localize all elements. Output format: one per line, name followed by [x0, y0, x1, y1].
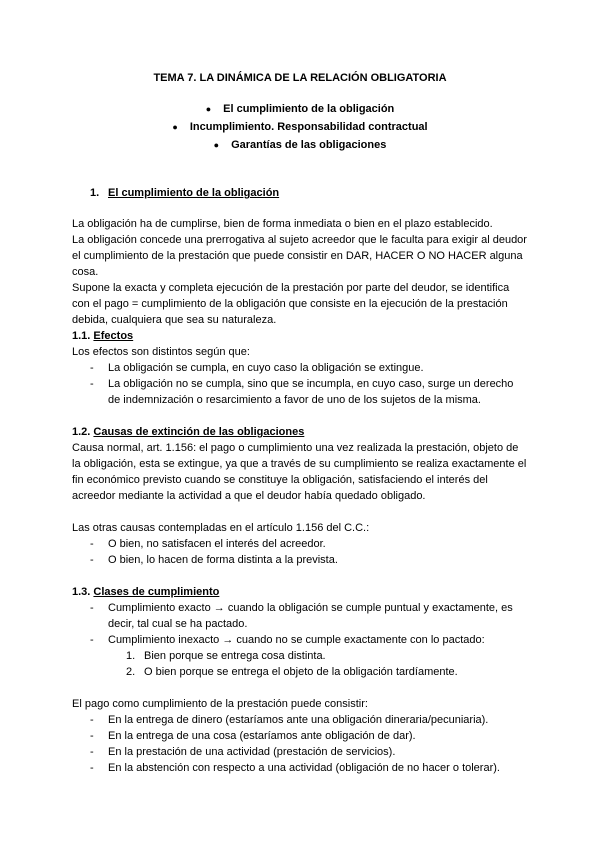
topics-list	[72, 100, 528, 154]
list-item: - Cumplimiento inexacto → cuando no se cumple exactamente con lo pactado:	[90, 634, 485, 646]
dash-icon: -	[90, 362, 94, 374]
page-title: TEMA 7. LA DINÁMICA DE LA RELACIÓN OBLIGATORIA	[153, 72, 447, 84]
dash-icon: -	[90, 714, 94, 726]
list-item: - En la entrega de una cosa (estaríamos ante obligación de dar).	[90, 730, 416, 742]
paragraph: El pago como cumplimiento de la prestación puede consistir:	[72, 698, 368, 710]
list-item: - O bien, no satisfacen el interés del acreedor.	[90, 538, 326, 550]
dash-icon: -	[90, 538, 94, 550]
topic-item: ● El cumplimiento de la obligación	[72, 100, 528, 118]
list-item: 2. O bien porque se entrega el objeto de la obligación tardíamente.	[126, 666, 458, 678]
section-1-body	[72, 216, 528, 328]
dash-icon: -	[90, 554, 94, 566]
dash-icon: -	[90, 746, 94, 758]
paragraph: Los efectos son distintos según que:	[72, 346, 250, 358]
list-item: - En la entrega de dinero (estaríamos ante una obligación dineraria/pecuniaria).	[90, 714, 489, 726]
list-item: - En la prestación de una actividad (prestación de servicios).	[90, 746, 396, 758]
payment-forms-list	[72, 712, 528, 776]
dash-icon: -	[90, 634, 94, 646]
list-item: - O bien, lo hacen de forma distinta a la prevista.	[90, 554, 338, 566]
section-1-2-heading: 1.2. Causas de extinción de las obligaciones	[72, 426, 305, 438]
list-item: 1. Bien porque se entrega cosa distinta.	[126, 650, 326, 662]
bullet-icon: ●	[172, 122, 178, 132]
effects-list	[72, 360, 528, 408]
dash-icon: -	[90, 730, 94, 742]
list-item: - La obligación no se cumpla, sino que se incumpla, en cuyo caso, surge un derecho de indemnización o resarcimiento a favor de uno de los sujetos de la misma.	[90, 378, 514, 406]
paragraph: La obligación ha de cumplirse, bien de forma inmediata o bien en el plazo establecido.	[72, 218, 493, 230]
section-1-3-heading: 1.3. Clases de cumplimiento	[72, 586, 220, 598]
topic-item: ● Garantías de las obligaciones	[72, 136, 528, 154]
bullet-icon: ●	[205, 104, 212, 114]
dash-icon: -	[90, 762, 94, 774]
compliance-types-list	[72, 600, 528, 648]
list-item: - Cumplimiento exacto → cuando la obligación se cumple puntual y exactamente, es decir, tal cual se ha pactado.	[90, 602, 513, 630]
inexact-reasons-list	[72, 648, 528, 680]
document-page	[72, 70, 528, 776]
section-1-1-heading: 1.1. Efectos	[72, 330, 134, 342]
topic-item: ● Incumplimiento. Responsabilidad contractual	[72, 118, 528, 136]
dash-icon: -	[90, 378, 94, 390]
list-item: - En la abstención con respecto a una actividad (obligación de no hacer o tolerar).	[90, 762, 500, 774]
section-1-heading: 1. El cumplimiento de la obligación	[90, 187, 280, 199]
other-causes-list	[72, 536, 528, 568]
paragraph: Supone la exacta y completa ejecución de la prestación por parte del deudor, se identifica con el pago = cumplimiento de la obligación que consiste en la ejecución de la prestación debida, cualquiera que sea su naturaleza.	[72, 282, 510, 326]
paragraph: La obligación concede una prerrogativa al sujeto acreedor que le faculta para exigir al deudor el cumplimiento de la prestación que puede consistir en DAR, HACER O NO HACER alguna cosa.	[72, 234, 527, 278]
bullet-icon: ●	[213, 140, 220, 150]
dash-icon: -	[90, 602, 94, 614]
list-item: - La obligación se cumpla, en cuyo caso la obligación se extingue.	[90, 362, 424, 374]
paragraph: Causa normal, art. 1.156: el pago o cumplimiento una vez realizada la prestación, objeto de la obligación, esta se extingue, ya que a través de su cumplimiento se realiza exactamente el fin económico previsto cuando se constituye la obligación, satisfaciendo el interés del acreedor mediante la actividad a que el deudor había quedado obligado.	[72, 442, 527, 502]
paragraph: Las otras causas contempladas en el artículo 1.156 del C.C.:	[72, 522, 370, 534]
